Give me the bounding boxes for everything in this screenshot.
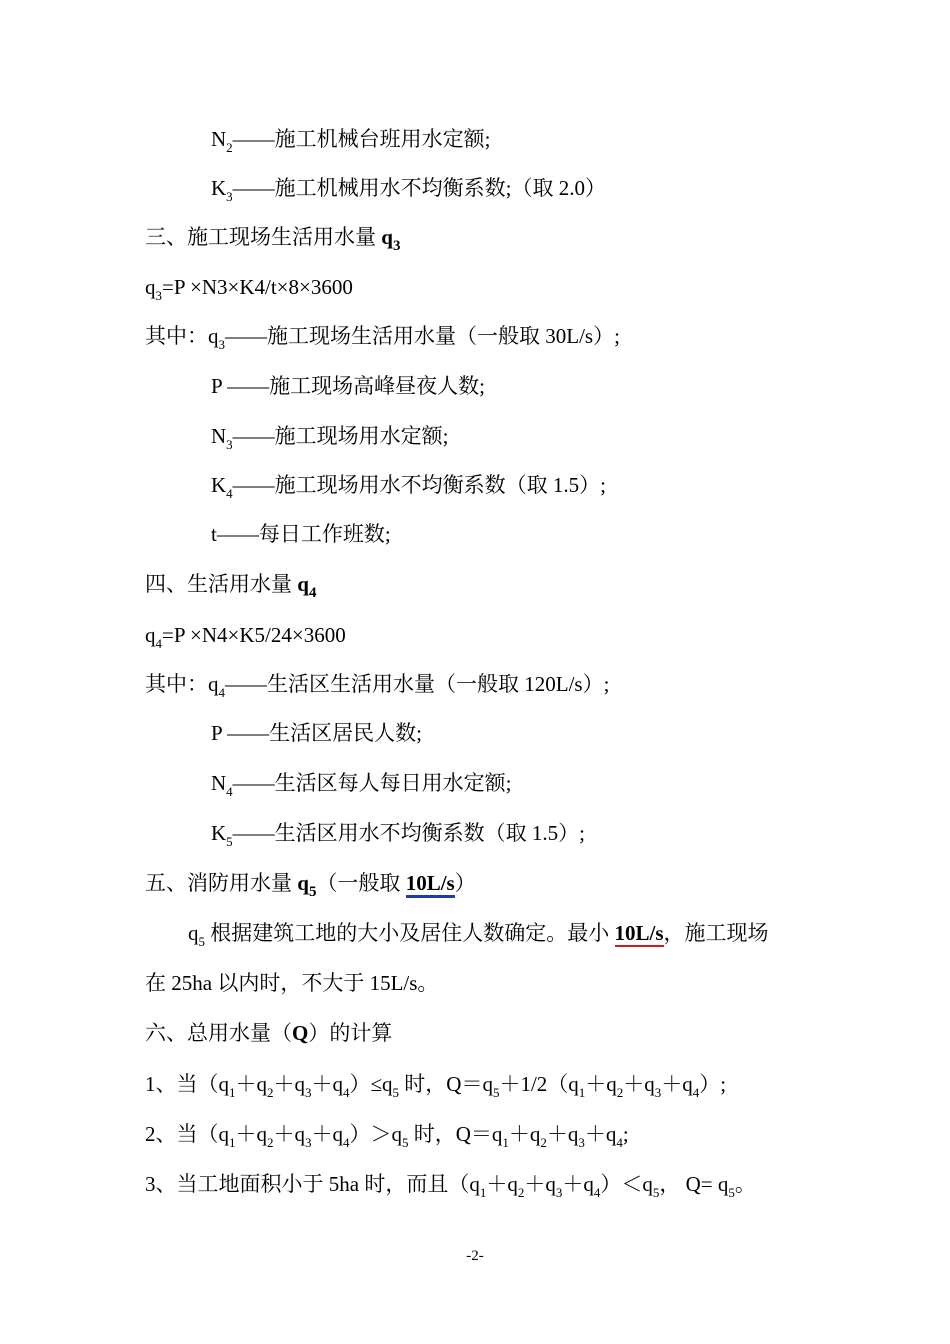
text-line: 在 25ha 以内时，不大于 15L/s。 <box>145 971 439 995</box>
page-number: -2- <box>466 1248 484 1264</box>
text-line: $K_4——$施工现场用水不均衡系数（取 1.5）; <box>211 473 607 501</box>
underlined-value: 10L/s <box>406 871 455 898</box>
section-heading: 六、总用水量（Q）的计算 <box>145 1021 393 1045</box>
text-line: P ——施工现场高峰昼夜人数; <box>211 374 485 398</box>
text-line: $N_3——$施工现场用水定额; <box>211 424 449 452</box>
list-item: 1、当$(q_1+q_2+q_3+q_4)\le q_5$ 时，$Q=q_5+1/2(q_1+q_2+q_3+q_4)$; <box>145 1072 727 1100</box>
text-line: $K_5——$生活区用水不均衡系数（取 1.5）; <box>211 821 586 849</box>
formula-line: $q_4=P \times N4\times K5/24\times 3600$ <box>145 623 346 651</box>
text-line: t——每日工作班数; <box>211 522 391 546</box>
text-line: $N_2——$施工机械台班用水定额; <box>211 127 491 155</box>
text-line: P ——生活区居民人数; <box>211 721 422 745</box>
underlined-value: 10L/s <box>614 921 664 945</box>
text-line: $N_4——$生活区每人每日用水定额; <box>211 771 512 799</box>
text-line: 其中：$q_3——$施工现场生活用水量（一般取 30L/s）; <box>145 324 620 352</box>
section-heading: 五、消防用水量 $q_5$（一般取 10L/s） <box>145 871 476 900</box>
section-heading: 三、施工现场生活用水量 $q_3$ <box>145 225 401 254</box>
list-item: 3、当工地面积小于 5ha 时，而且$(q_1+q_2+q_3+q_4)<q_5$， $Q= q_5$。 <box>145 1172 756 1200</box>
text-line: $K_3——$施工机械用水不均衡系数;（取 2.0） <box>211 176 607 204</box>
section-heading: 四、生活用水量 $q_4$ <box>145 572 317 601</box>
text-line: $q_5$ 根据建筑工地的大小及居住人数确定。最小 10L/s，施工现场 <box>188 921 769 949</box>
list-item: 2、当$(q_1+q_2+q_3+q_4)>q_5$ 时，$Q=q_1+q_2+q_3+q_4$; <box>145 1122 629 1150</box>
text-line: 其中：$q_4——$生活区生活用水量（一般取 120L/s）; <box>145 672 610 700</box>
formula-line: $q_3=P \times N3\times K4/t\times 8\times 3600$ <box>145 275 353 303</box>
